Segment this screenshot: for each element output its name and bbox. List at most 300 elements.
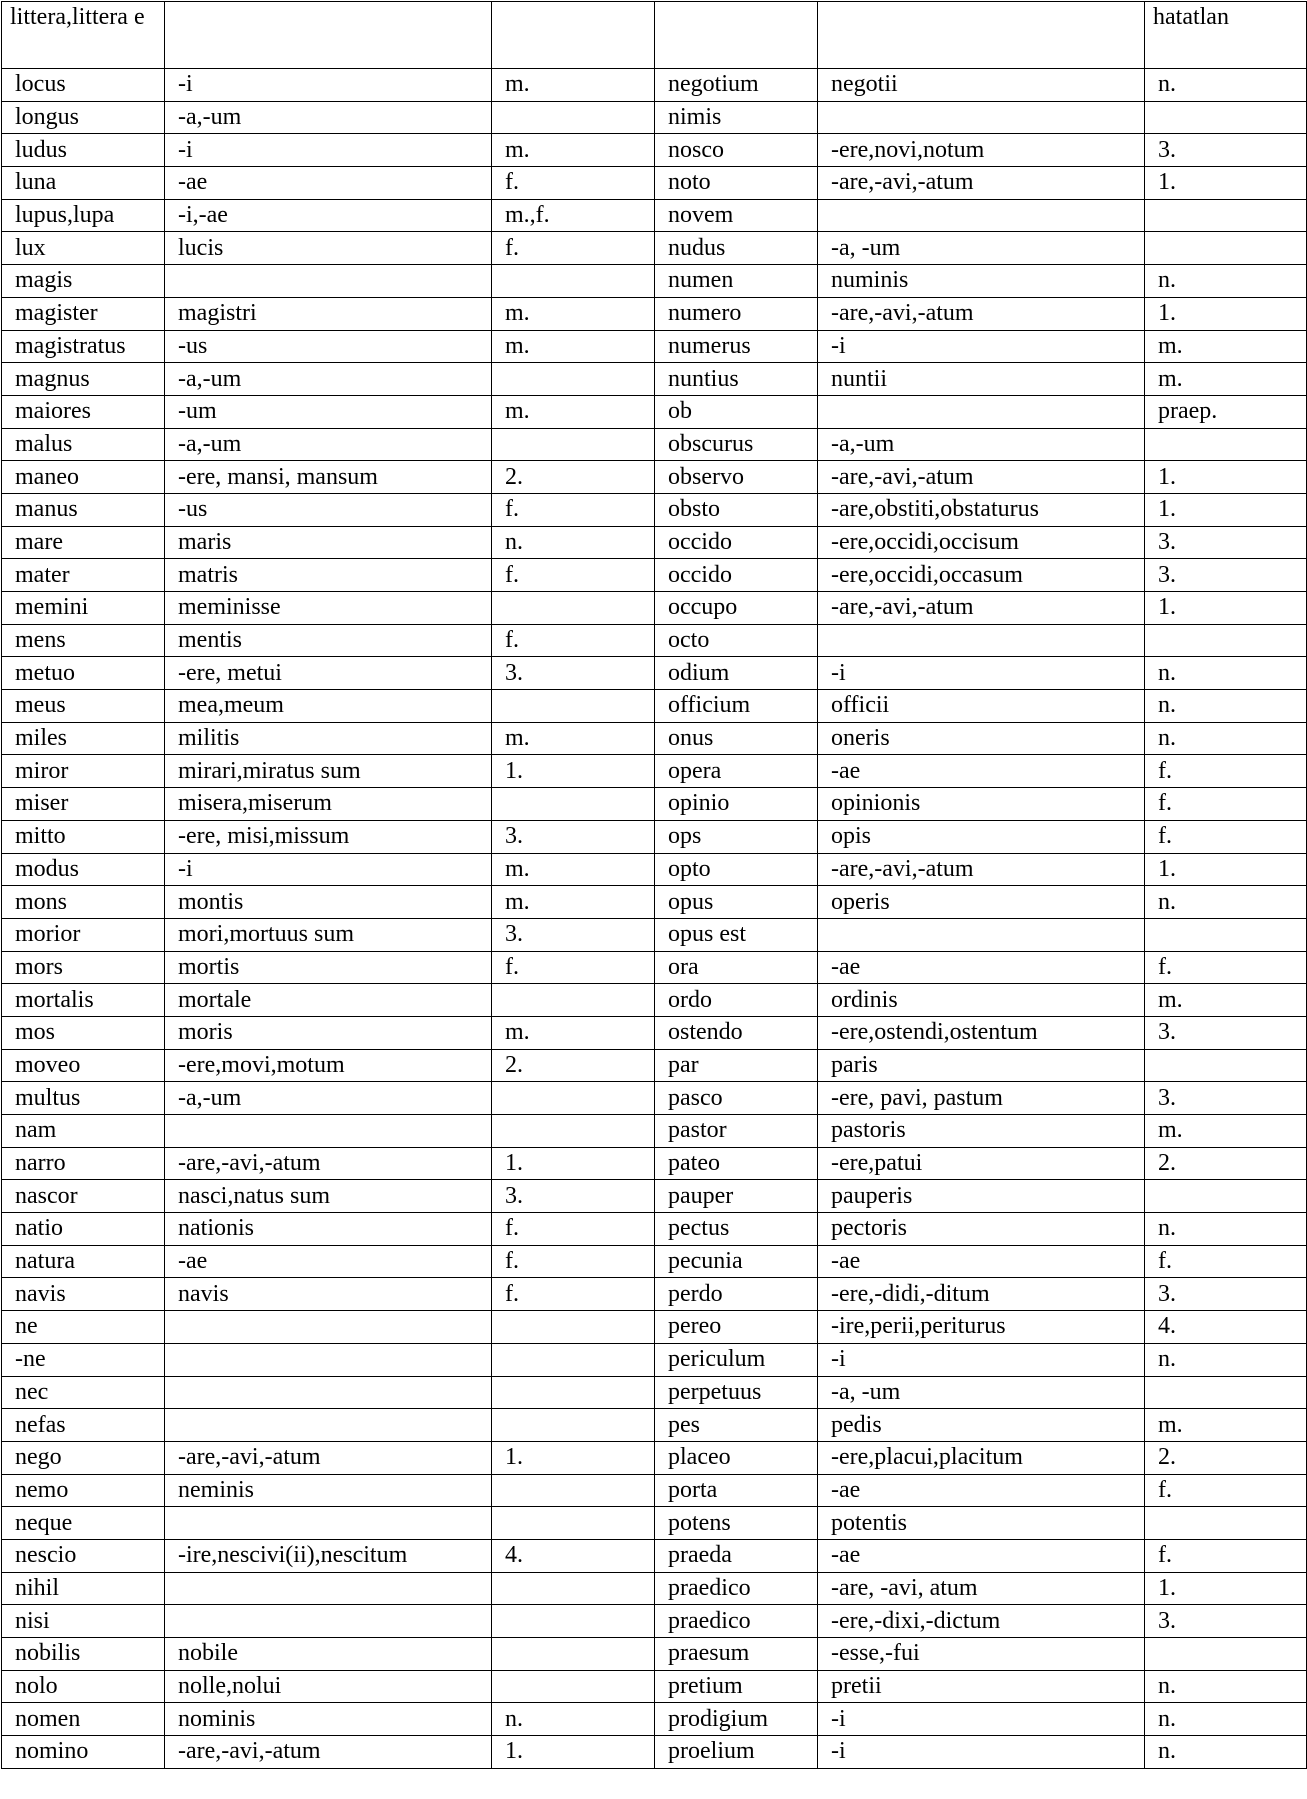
right-gender-or-conjugation-cell: n.: [1145, 265, 1307, 298]
table-row: [2, 297, 1307, 330]
right-forms-cell: -a, -um: [818, 1376, 1145, 1409]
right-forms-cell: -ae: [818, 1539, 1145, 1572]
right-forms-cell: nuntii: [818, 363, 1145, 396]
right-gender-or-conjugation-cell: 2.: [1145, 1441, 1307, 1474]
right-gender-or-conjugation-cell: 3.: [1145, 1082, 1307, 1115]
right-gender-or-conjugation-cell: n.: [1145, 1703, 1307, 1736]
right-word-cell: praeda: [655, 1539, 818, 1572]
right-word-cell: opinio: [655, 788, 818, 821]
right-forms-cell: pretii: [818, 1670, 1145, 1703]
left-forms-cell: militis: [165, 722, 492, 755]
table-row: [2, 1441, 1307, 1474]
table-row: [2, 690, 1307, 723]
table-row: [2, 918, 1307, 951]
right-word-cell: occido: [655, 526, 818, 559]
right-forms-cell: -ere,-didi,-ditum: [818, 1278, 1145, 1311]
left-gender-or-conjugation-cell: [492, 1605, 655, 1638]
right-gender-or-conjugation-cell: 1.: [1145, 592, 1307, 625]
right-gender-or-conjugation-cell: f.: [1145, 951, 1307, 984]
left-word-cell: mens: [2, 624, 165, 657]
right-word-cell: noto: [655, 167, 818, 200]
left-word-cell: magis: [2, 265, 165, 298]
left-gender-or-conjugation-cell: [492, 428, 655, 461]
table-row: [2, 722, 1307, 755]
right-gender-or-conjugation-cell: n.: [1145, 1343, 1307, 1376]
right-gender-or-conjugation-cell: n.: [1145, 69, 1307, 102]
right-forms-cell: -ae: [818, 951, 1145, 984]
table-row: [2, 1147, 1307, 1180]
right-gender-or-conjugation-cell: n.: [1145, 886, 1307, 919]
left-word-cell: magister: [2, 297, 165, 330]
left-word-cell: nego: [2, 1441, 165, 1474]
right-word-cell: ora: [655, 951, 818, 984]
right-forms-cell: -are, -avi, atum: [818, 1572, 1145, 1605]
left-word-cell: -ne: [2, 1343, 165, 1376]
left-word-cell: nescio: [2, 1539, 165, 1572]
left-forms-cell: mea,meum: [165, 690, 492, 723]
right-forms-cell: -ae: [818, 1474, 1145, 1507]
table-row: [2, 526, 1307, 559]
table-row: [2, 1539, 1307, 1572]
right-gender-or-conjugation-cell: f.: [1145, 788, 1307, 821]
left-gender-or-conjugation-cell: n.: [492, 1703, 655, 1736]
right-forms-cell: potentis: [818, 1507, 1145, 1540]
right-gender-or-conjugation-cell: 3.: [1145, 1605, 1307, 1638]
left-word-cell: mos: [2, 1016, 165, 1049]
left-forms-cell: magistri: [165, 297, 492, 330]
left-forms-cell: nasci,natus sum: [165, 1180, 492, 1213]
left-word-cell: magnus: [2, 363, 165, 396]
right-forms-cell: -are,-avi,-atum: [818, 853, 1145, 886]
right-gender-or-conjugation-cell: m.: [1145, 984, 1307, 1017]
left-gender-or-conjugation-cell: 1.: [492, 1736, 655, 1769]
left-word-cell: natura: [2, 1245, 165, 1278]
right-word-cell: odium: [655, 657, 818, 690]
table-row: [2, 428, 1307, 461]
table-row: [2, 755, 1307, 788]
right-gender-or-conjugation-cell: f.: [1145, 820, 1307, 853]
table-row: [2, 1638, 1307, 1671]
left-gender-or-conjugation-cell: [492, 1082, 655, 1115]
left-word-cell: locus: [2, 69, 165, 102]
table-row: [2, 1376, 1307, 1409]
left-word-cell: mitto: [2, 820, 165, 853]
right-word-cell: praedico: [655, 1605, 818, 1638]
right-gender-or-conjugation-cell: m.: [1145, 1115, 1307, 1148]
right-word-cell: ops: [655, 820, 818, 853]
left-word-cell: nascor: [2, 1180, 165, 1213]
right-word-cell: pes: [655, 1409, 818, 1442]
table-row: [2, 1278, 1307, 1311]
left-forms-cell: [165, 1409, 492, 1442]
right-word-cell: numen: [655, 265, 818, 298]
left-word-cell: miles: [2, 722, 165, 755]
left-gender-or-conjugation-cell: [492, 1343, 655, 1376]
left-forms-cell: [165, 1572, 492, 1605]
right-word-cell: pereo: [655, 1311, 818, 1344]
right-gender-or-conjugation-cell: [1145, 1638, 1307, 1671]
left-forms-cell: -us: [165, 493, 492, 526]
left-forms-cell: -us: [165, 330, 492, 363]
right-word-cell: prodigium: [655, 1703, 818, 1736]
left-forms-cell: [165, 1376, 492, 1409]
right-word-cell: praedico: [655, 1572, 818, 1605]
left-word-cell: nam: [2, 1115, 165, 1148]
right-forms-cell: -i: [818, 330, 1145, 363]
left-word-cell: ludus: [2, 134, 165, 167]
right-word-cell: pateo: [655, 1147, 818, 1180]
left-gender-or-conjugation-cell: m.,f.: [492, 199, 655, 232]
vocabulary-table: [1, 1, 1307, 1769]
right-gender-or-conjugation-cell: 1.: [1145, 493, 1307, 526]
table-row: [2, 167, 1307, 200]
right-gender-or-conjugation-cell: 3.: [1145, 526, 1307, 559]
left-gender-or-conjugation-cell: 3.: [492, 918, 655, 951]
left-forms-cell: nominis: [165, 1703, 492, 1736]
left-forms-cell: [165, 1311, 492, 1344]
left-forms-cell: lucis: [165, 232, 492, 265]
left-word-cell: maneo: [2, 461, 165, 494]
table-row: [2, 592, 1307, 625]
right-word-cell: novem: [655, 199, 818, 232]
left-word-cell: nemo: [2, 1474, 165, 1507]
right-word-cell: opera: [655, 755, 818, 788]
right-gender-or-conjugation-cell: 2.: [1145, 1147, 1307, 1180]
right-forms-cell: officii: [818, 690, 1145, 723]
left-gender-or-conjugation-cell: m.: [492, 722, 655, 755]
left-forms-cell: -are,-avi,-atum: [165, 1147, 492, 1180]
right-forms-cell: -are,-avi,-atum: [818, 167, 1145, 200]
table-row: [2, 330, 1307, 363]
right-word-cell: numerus: [655, 330, 818, 363]
left-forms-cell: nationis: [165, 1213, 492, 1246]
left-forms-cell: [165, 265, 492, 298]
right-gender-or-conjugation-cell: 1.: [1145, 297, 1307, 330]
left-forms-cell: [165, 1343, 492, 1376]
right-word-cell: opto: [655, 853, 818, 886]
right-gender-or-conjugation-cell: f.: [1145, 1539, 1307, 1572]
left-gender-or-conjugation-cell: [492, 1670, 655, 1703]
table-row: [2, 820, 1307, 853]
table-row: [2, 1115, 1307, 1148]
left-forms-cell: -i: [165, 853, 492, 886]
left-forms-cell: -ere,movi,motum: [165, 1049, 492, 1082]
left-forms-cell: -are,-avi,-atum: [165, 1736, 492, 1769]
right-forms-cell: -i: [818, 1703, 1145, 1736]
right-forms-cell: -are,obstiti,obstaturus: [818, 493, 1145, 526]
right-word-cell: porta: [655, 1474, 818, 1507]
table-row: [2, 363, 1307, 396]
right-word-cell: praesum: [655, 1638, 818, 1671]
left-gender-or-conjugation-cell: 3.: [492, 1180, 655, 1213]
left-gender-or-conjugation-cell: n.: [492, 526, 655, 559]
left-gender-or-conjugation-cell: 3.: [492, 820, 655, 853]
table-row: [2, 951, 1307, 984]
table-row: [2, 788, 1307, 821]
right-forms-cell: -ere,novi,notum: [818, 134, 1145, 167]
left-gender-or-conjugation-cell: [492, 1311, 655, 1344]
right-word-cell: ob: [655, 395, 818, 428]
left-gender-or-conjugation-cell: 4.: [492, 1539, 655, 1572]
right-gender-or-conjugation-cell: f.: [1145, 1245, 1307, 1278]
left-word-cell: narro: [2, 1147, 165, 1180]
table-row: [2, 853, 1307, 886]
right-gender-or-conjugation-cell: n.: [1145, 657, 1307, 690]
right-gender-or-conjugation-cell: praep.: [1145, 395, 1307, 428]
left-forms-cell: [165, 1507, 492, 1540]
left-gender-or-conjugation-cell: [492, 363, 655, 396]
left-gender-or-conjugation-cell: [492, 984, 655, 1017]
right-forms-cell: -ere,occidi,occisum: [818, 526, 1145, 559]
left-word-cell: miror: [2, 755, 165, 788]
right-forms-cell: pastoris: [818, 1115, 1145, 1148]
table-row: [2, 1605, 1307, 1638]
right-word-cell: nuntius: [655, 363, 818, 396]
right-forms-cell: paris: [818, 1049, 1145, 1082]
left-gender-or-conjugation-cell: f.: [492, 951, 655, 984]
left-word-cell: mater: [2, 559, 165, 592]
right-forms-cell: [818, 624, 1145, 657]
left-word-cell: lux: [2, 232, 165, 265]
left-forms-cell: mortis: [165, 951, 492, 984]
right-word-cell: numero: [655, 297, 818, 330]
right-word-cell: obsto: [655, 493, 818, 526]
header-cell-1: littera,littera e: [2, 2, 165, 69]
right-forms-cell: -ere,ostendi,ostentum: [818, 1016, 1145, 1049]
left-forms-cell: neminis: [165, 1474, 492, 1507]
right-gender-or-conjugation-cell: 3.: [1145, 1016, 1307, 1049]
right-forms-cell: opis: [818, 820, 1145, 853]
left-forms-cell: [165, 1605, 492, 1638]
left-gender-or-conjugation-cell: m.: [492, 330, 655, 363]
left-gender-or-conjugation-cell: [492, 592, 655, 625]
header-cell-5: [818, 2, 1145, 69]
left-forms-cell: -i: [165, 69, 492, 102]
right-word-cell: occido: [655, 559, 818, 592]
left-word-cell: moveo: [2, 1049, 165, 1082]
right-word-cell: pasco: [655, 1082, 818, 1115]
left-forms-cell: -i: [165, 134, 492, 167]
left-word-cell: nihil: [2, 1572, 165, 1605]
right-forms-cell: -ae: [818, 755, 1145, 788]
left-forms-cell: -i,-ae: [165, 199, 492, 232]
right-gender-or-conjugation-cell: 3.: [1145, 1278, 1307, 1311]
right-forms-cell: oneris: [818, 722, 1145, 755]
right-forms-cell: -ere,-dixi,-dictum: [818, 1605, 1145, 1638]
left-gender-or-conjugation-cell: 2.: [492, 461, 655, 494]
left-gender-or-conjugation-cell: f.: [492, 167, 655, 200]
table-row: [2, 1703, 1307, 1736]
left-forms-cell: misera,miserum: [165, 788, 492, 821]
right-gender-or-conjugation-cell: n.: [1145, 1670, 1307, 1703]
left-word-cell: luna: [2, 167, 165, 200]
right-forms-cell: -i: [818, 1736, 1145, 1769]
right-gender-or-conjugation-cell: n.: [1145, 1736, 1307, 1769]
left-gender-or-conjugation-cell: f.: [492, 624, 655, 657]
right-gender-or-conjugation-cell: 3.: [1145, 559, 1307, 592]
left-gender-or-conjugation-cell: m.: [492, 853, 655, 886]
right-forms-cell: -ere,placui,placitum: [818, 1441, 1145, 1474]
left-forms-cell: -are,-avi,-atum: [165, 1441, 492, 1474]
right-gender-or-conjugation-cell: [1145, 1507, 1307, 1540]
left-gender-or-conjugation-cell: f.: [492, 1278, 655, 1311]
left-gender-or-conjugation-cell: m.: [492, 134, 655, 167]
left-forms-cell: -ere, misi,missum: [165, 820, 492, 853]
right-word-cell: observo: [655, 461, 818, 494]
right-word-cell: placeo: [655, 1441, 818, 1474]
right-gender-or-conjugation-cell: n.: [1145, 722, 1307, 755]
left-gender-or-conjugation-cell: 3.: [492, 657, 655, 690]
header-cell-4: [655, 2, 818, 69]
right-forms-cell: -i: [818, 1343, 1145, 1376]
left-word-cell: morior: [2, 918, 165, 951]
right-forms-cell: -esse,-fui: [818, 1638, 1145, 1671]
right-forms-cell: numinis: [818, 265, 1145, 298]
right-word-cell: onus: [655, 722, 818, 755]
table-row: [2, 1016, 1307, 1049]
right-forms-cell: opinionis: [818, 788, 1145, 821]
left-forms-cell: -ae: [165, 1245, 492, 1278]
table-row: [2, 1409, 1307, 1442]
left-gender-or-conjugation-cell: [492, 1572, 655, 1605]
right-gender-or-conjugation-cell: [1145, 1180, 1307, 1213]
left-gender-or-conjugation-cell: f.: [492, 1213, 655, 1246]
left-word-cell: nobilis: [2, 1638, 165, 1671]
left-gender-or-conjugation-cell: 1.: [492, 1147, 655, 1180]
table-row: [2, 1572, 1307, 1605]
right-word-cell: ordo: [655, 984, 818, 1017]
left-gender-or-conjugation-cell: f.: [492, 1245, 655, 1278]
table-row: [2, 559, 1307, 592]
table-row: [2, 1049, 1307, 1082]
right-forms-cell: -ire,perii,periturus: [818, 1311, 1145, 1344]
right-forms-cell: -i: [818, 657, 1145, 690]
right-gender-or-conjugation-cell: [1145, 232, 1307, 265]
left-gender-or-conjugation-cell: [492, 788, 655, 821]
right-word-cell: opus est: [655, 918, 818, 951]
header-cell-3: [492, 2, 655, 69]
table-row: [2, 493, 1307, 526]
header-cell-2: [165, 2, 492, 69]
left-word-cell: neque: [2, 1507, 165, 1540]
right-gender-or-conjugation-cell: 1.: [1145, 461, 1307, 494]
right-forms-cell: -ere,patui: [818, 1147, 1145, 1180]
table-row: [2, 1082, 1307, 1115]
right-forms-cell: [818, 918, 1145, 951]
left-gender-or-conjugation-cell: [492, 1376, 655, 1409]
right-gender-or-conjugation-cell: [1145, 918, 1307, 951]
left-forms-cell: -ere, metui: [165, 657, 492, 690]
left-word-cell: ne: [2, 1311, 165, 1344]
table-row: [2, 1474, 1307, 1507]
right-word-cell: par: [655, 1049, 818, 1082]
left-forms-cell: navis: [165, 1278, 492, 1311]
right-gender-or-conjugation-cell: [1145, 428, 1307, 461]
left-forms-cell: -a,-um: [165, 1082, 492, 1115]
left-gender-or-conjugation-cell: [492, 1409, 655, 1442]
left-forms-cell: -a,-um: [165, 428, 492, 461]
left-forms-cell: maris: [165, 526, 492, 559]
table-row: [2, 101, 1307, 134]
left-gender-or-conjugation-cell: m.: [492, 69, 655, 102]
right-forms-cell: -a,-um: [818, 428, 1145, 461]
left-forms-cell: -a,-um: [165, 363, 492, 396]
right-word-cell: pectus: [655, 1213, 818, 1246]
right-word-cell: pauper: [655, 1180, 818, 1213]
left-forms-cell: -a,-um: [165, 101, 492, 134]
right-forms-cell: -are,-avi,-atum: [818, 592, 1145, 625]
right-word-cell: pecunia: [655, 1245, 818, 1278]
left-forms-cell: mentis: [165, 624, 492, 657]
left-gender-or-conjugation-cell: [492, 101, 655, 134]
right-word-cell: occupo: [655, 592, 818, 625]
table-row: [2, 1180, 1307, 1213]
right-gender-or-conjugation-cell: [1145, 199, 1307, 232]
right-gender-or-conjugation-cell: f.: [1145, 1474, 1307, 1507]
right-forms-cell: -a, -um: [818, 232, 1145, 265]
right-word-cell: nudus: [655, 232, 818, 265]
left-forms-cell: -ere, mansi, mansum: [165, 461, 492, 494]
right-word-cell: negotium: [655, 69, 818, 102]
left-gender-or-conjugation-cell: 1.: [492, 755, 655, 788]
left-gender-or-conjugation-cell: m.: [492, 886, 655, 919]
left-forms-cell: matris: [165, 559, 492, 592]
table-row: [2, 461, 1307, 494]
left-word-cell: nomino: [2, 1736, 165, 1769]
table-row: [2, 69, 1307, 102]
right-gender-or-conjugation-cell: [1145, 1376, 1307, 1409]
left-forms-cell: mirari,miratus sum: [165, 755, 492, 788]
table-row: [2, 1311, 1307, 1344]
left-forms-cell: -ire,nescivi(ii),nescitum: [165, 1539, 492, 1572]
table-row: [2, 134, 1307, 167]
right-word-cell: octo: [655, 624, 818, 657]
table-row: [2, 657, 1307, 690]
right-word-cell: perdo: [655, 1278, 818, 1311]
left-word-cell: longus: [2, 101, 165, 134]
table-row: [2, 624, 1307, 657]
right-forms-cell: -ere, pavi, pastum: [818, 1082, 1145, 1115]
right-gender-or-conjugation-cell: m.: [1145, 363, 1307, 396]
left-gender-or-conjugation-cell: f.: [492, 559, 655, 592]
left-forms-cell: meminisse: [165, 592, 492, 625]
left-gender-or-conjugation-cell: f.: [492, 493, 655, 526]
left-word-cell: magistratus: [2, 330, 165, 363]
right-forms-cell: -ere,occidi,occasum: [818, 559, 1145, 592]
right-word-cell: pretium: [655, 1670, 818, 1703]
table-row: [2, 1736, 1307, 1769]
right-word-cell: perpetuus: [655, 1376, 818, 1409]
right-forms-cell: [818, 395, 1145, 428]
left-word-cell: miser: [2, 788, 165, 821]
table-row: [2, 1245, 1307, 1278]
right-forms-cell: -are,-avi,-atum: [818, 461, 1145, 494]
left-word-cell: metuo: [2, 657, 165, 690]
right-gender-or-conjugation-cell: [1145, 624, 1307, 657]
left-gender-or-conjugation-cell: m.: [492, 297, 655, 330]
left-word-cell: manus: [2, 493, 165, 526]
left-word-cell: nec: [2, 1376, 165, 1409]
left-gender-or-conjugation-cell: [492, 1474, 655, 1507]
left-word-cell: mare: [2, 526, 165, 559]
left-word-cell: modus: [2, 853, 165, 886]
left-forms-cell: -um: [165, 395, 492, 428]
left-word-cell: meus: [2, 690, 165, 723]
left-word-cell: nolo: [2, 1670, 165, 1703]
table-row: [2, 886, 1307, 919]
right-gender-or-conjugation-cell: m.: [1145, 330, 1307, 363]
left-word-cell: nomen: [2, 1703, 165, 1736]
